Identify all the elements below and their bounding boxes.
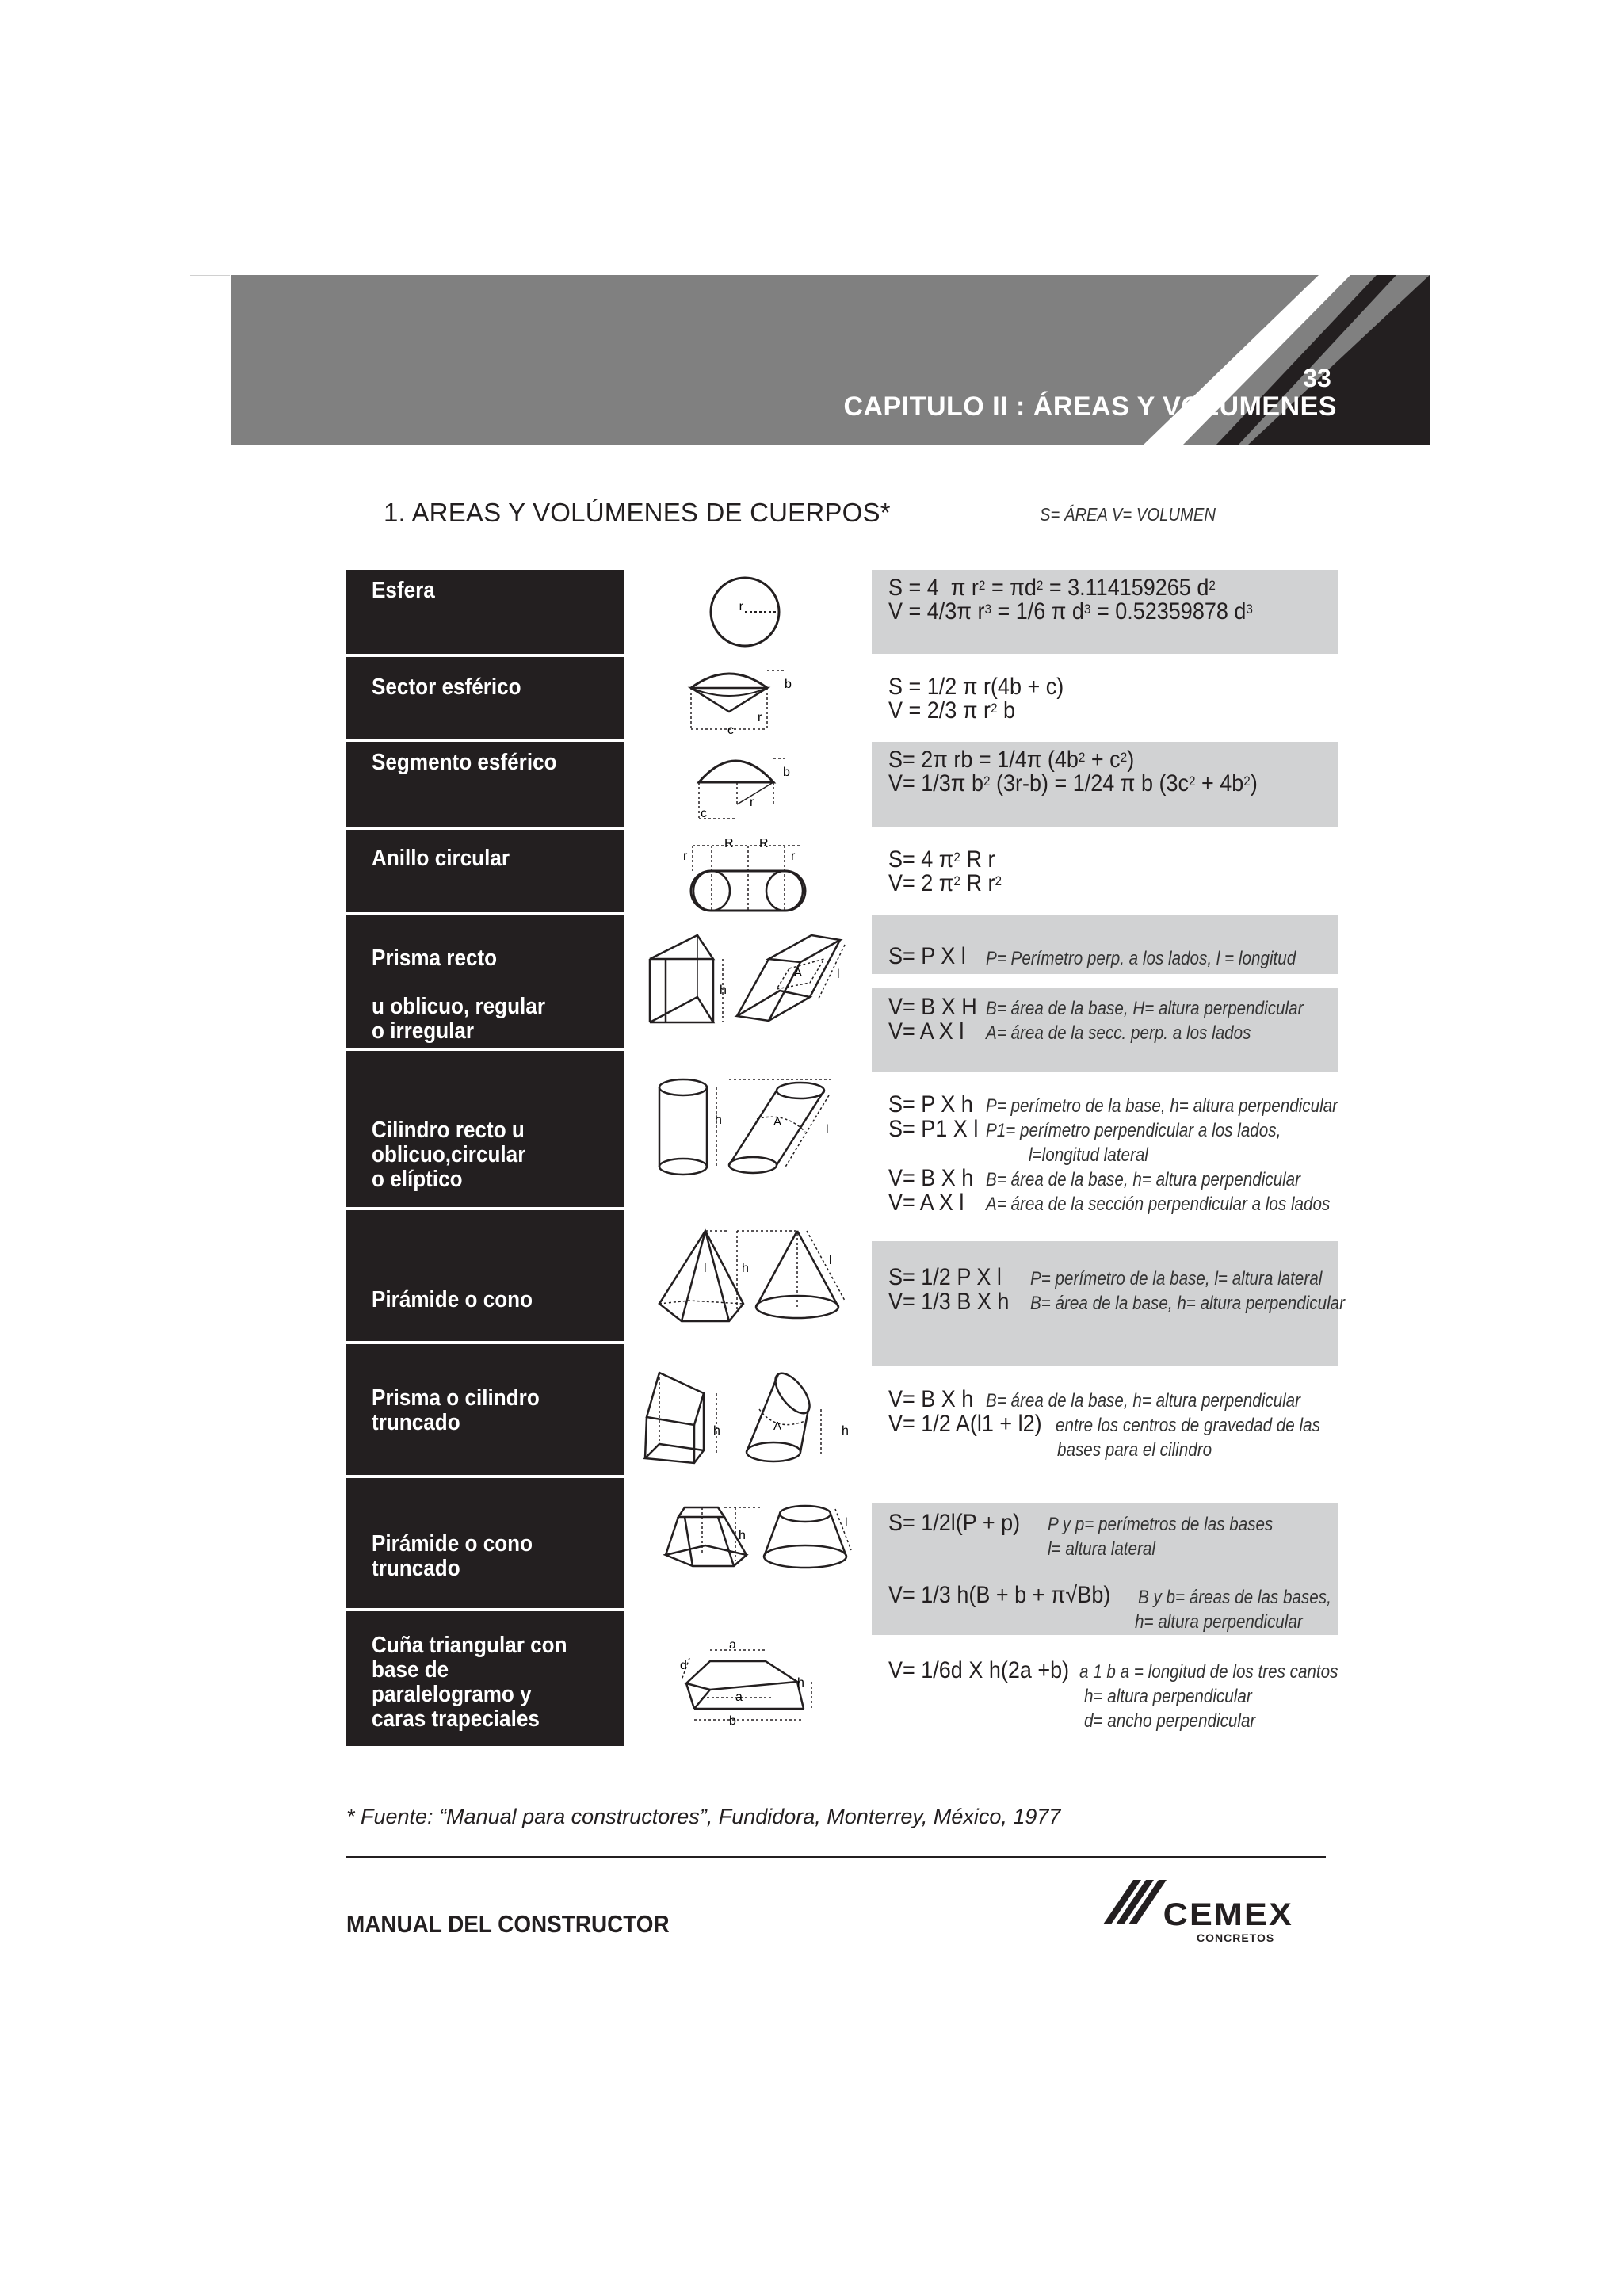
formula-prisma-s: S= P X l — [888, 943, 966, 969]
row-label-prisma-recto — [346, 915, 624, 1048]
row-label-text: paralelogramo y — [372, 1682, 532, 1707]
svg-text:A: A — [773, 1419, 782, 1433]
note-cilindro-s1: P= perímetro de la base, h= altura perpendicular — [986, 1095, 1338, 1117]
row-label-text: truncado — [372, 1410, 460, 1435]
formula-sector-s: S = 1/2 π r(4b + c) — [888, 674, 1064, 700]
svg-text:R: R — [724, 837, 734, 850]
formula-cilindro-v2: V= A X l — [888, 1190, 964, 1216]
cemex-logo-mark-icon — [1103, 1880, 1309, 1943]
note-prisma-s: P= Perímetro perp. a los lados, l = longitud — [986, 948, 1296, 969]
note-prisma-v2: A= área de la secc. perp. a los lados — [986, 1022, 1251, 1044]
row-label-text: Pirámide o cono — [372, 1531, 533, 1557]
formula-segmento-v: V= 1/3π $b^2$ (3r-b) = 1/24 π b $(3c^2 + 4b^2)$ — [888, 770, 1258, 797]
row-label-text: u oblicuo, regular — [372, 994, 545, 1019]
formula-truncado-v2: V= 1/2 A(l1 + l2) — [888, 1411, 1042, 1437]
formula-sector-v: V = 2/3 π $r^2$ b — [888, 697, 1015, 724]
note-cilindro-v2: A= área de la sección perpendicular a los lados — [986, 1194, 1331, 1215]
note-truncado-v2b: bases para el cilindro — [1057, 1439, 1212, 1461]
svg-text:a: a — [735, 1690, 743, 1704]
svg-text:l: l — [845, 1516, 848, 1530]
row-label-text: truncado — [372, 1556, 460, 1581]
note-cuna-3: d= ancho perpendicular — [1084, 1710, 1256, 1732]
svg-text:r: r — [758, 711, 762, 724]
row-label-segmento-esferico — [346, 742, 624, 827]
formula-piramide-v: V= 1/3 B X h — [888, 1289, 1010, 1315]
svg-text:h: h — [720, 984, 727, 997]
row-label-sector-esferico — [346, 657, 624, 739]
note-prisma-v1: B= área de la base, H= altura perpendicular — [986, 998, 1304, 1019]
row-label-cuna-triangular — [346, 1611, 624, 1746]
svg-text:h: h — [742, 1262, 749, 1275]
svg-text:b: b — [783, 766, 790, 779]
circular-ring-figure-icon — [683, 836, 818, 915]
row-label-text: Pirámide o cono — [372, 1287, 533, 1312]
note-cilindro-s2b: l=longitud lateral — [1029, 1144, 1148, 1166]
note-cuna-1: a 1 b a = longitud de los tres cantos — [1079, 1661, 1338, 1683]
row-label-esfera — [346, 570, 624, 654]
svg-text:h: h — [713, 1424, 720, 1438]
svg-text:r: r — [750, 796, 754, 809]
row-label-text: Esfera — [372, 578, 435, 603]
formula-anillo-v: V= 2 $\pi^2$ R $r^2$ — [888, 870, 1002, 896]
truncated-pyramid-cone-figure-icon — [658, 1498, 856, 1585]
svg-text:c: c — [727, 724, 734, 735]
svg-text:r: r — [791, 850, 796, 863]
spherical-segment-figure-icon — [691, 749, 810, 824]
prism-figure-icon — [642, 927, 856, 1046]
row-label-text: base de — [372, 1657, 449, 1683]
svg-text:h: h — [797, 1676, 804, 1690]
row-label-text: Cilindro recto u — [372, 1117, 525, 1143]
formula-cilindro-s1: S= P X h — [888, 1091, 973, 1117]
formula-cilindro-s2: S= P1 X l — [888, 1116, 979, 1142]
svg-text:b: b — [785, 678, 792, 691]
svg-text:A: A — [773, 1115, 782, 1129]
svg-text:CEMEX: CEMEX — [1163, 1896, 1294, 1932]
note-piramide-s: P= perímetro de la base, l= altura lateral — [1030, 1268, 1323, 1289]
formula-truncado-v1: V= B X h — [888, 1386, 974, 1412]
section-title: 1. AREAS Y VOLÚMENES DE CUERPOS* — [384, 498, 891, 527]
note-truncado-v2: entre los centros de gravedad de las — [1056, 1415, 1320, 1436]
pyramid-cone-figure-icon — [650, 1224, 856, 1335]
svg-text:c: c — [701, 807, 707, 820]
svg-text:a: a — [729, 1638, 736, 1652]
row-label-cilindro — [346, 1051, 624, 1207]
formula-piramide-s: S= 1/2 P X l — [888, 1264, 1002, 1290]
svg-text:d: d — [680, 1659, 687, 1672]
spherical-sector-figure-icon — [683, 664, 810, 735]
note-ptruncado-v2: h= altura perpendicular — [1135, 1611, 1303, 1633]
svg-text:l: l — [704, 1262, 707, 1275]
formula-ptruncado-v: V= 1/3 h(B + b + π√Bb) — [888, 1582, 1111, 1608]
svg-text:l: l — [829, 1254, 832, 1267]
formula-segmento-s: S= 2π rb = 1/4π $(4b^2 + c^2)$ — [888, 747, 1135, 773]
source-citation: * Fuente: “Manual para constructores”, Fundidora, Monterrey, México, 1977 — [346, 1805, 1061, 1828]
row-label-text: Cuña triangular con — [372, 1633, 567, 1658]
svg-text:CONCRETOS: CONCRETOS — [1197, 1931, 1275, 1943]
note-cilindro-s2: P1= perímetro perpendicular a los lados, — [986, 1120, 1281, 1141]
row-label-piramide-cono — [346, 1210, 624, 1341]
svg-text:l: l — [826, 1123, 829, 1137]
svg-text:A: A — [794, 966, 803, 980]
legend-note: S= ÁREA V= VOLUMEN — [1040, 504, 1216, 525]
svg-text:h: h — [739, 1529, 746, 1542]
footer-rule — [346, 1856, 1326, 1858]
cemex-logo — [1103, 1880, 1309, 1947]
row-label-text: o elíptico — [372, 1167, 463, 1192]
row-label-prisma-truncado — [346, 1344, 624, 1475]
fig-label-r: r — [739, 600, 743, 613]
sphere-figure-icon — [697, 571, 792, 650]
row-label-text: Anillo circular — [372, 846, 510, 871]
manual-title: MANUAL DEL CONSTRUCTOR — [346, 1910, 670, 1938]
chapter-title: CAPITULO II : ÁREAS Y VOLÚMENES — [843, 392, 1337, 422]
formula-ptruncado-s: S= 1/2l(P + p) — [888, 1510, 1021, 1536]
note-ptruncado-v: B y b= áreas de las bases, — [1138, 1587, 1331, 1608]
note-cuna-2: h= altura perpendicular — [1084, 1686, 1252, 1707]
formula-anillo-s: S= 4 $\pi^2$ R r — [888, 846, 995, 873]
row-label-text: caras trapeciales — [372, 1706, 540, 1732]
formula-prisma-v1: V= B X H — [888, 994, 977, 1020]
note-ptruncado-s: P y p= perímetros de las bases — [1048, 1514, 1274, 1535]
note-ptruncado-s2: l= altura lateral — [1048, 1538, 1155, 1560]
row-label-anillo-circular — [346, 830, 624, 912]
note-piramide-v: B= área de la base, h= altura perpendicular — [1030, 1293, 1346, 1314]
row-label-text: oblicuo,circular — [372, 1142, 526, 1167]
page-number: 33 — [1303, 364, 1331, 392]
row-label-piramide-truncado — [346, 1478, 624, 1608]
formula-esfera-s: S = 4 π $r^2 = \pi d^2 = 3.114159265$ $d^2$ — [888, 575, 1216, 601]
row-label-text: o irregular — [372, 1018, 475, 1044]
formula-cilindro-v1: V= B X h — [888, 1165, 974, 1191]
row-label-text: Prisma o cilindro — [372, 1385, 540, 1411]
row-label-text: Sector esférico — [372, 674, 521, 700]
svg-text:b: b — [729, 1714, 736, 1728]
truncated-prism-cylinder-figure-icon — [634, 1362, 856, 1473]
formula-cuna-v: V= 1/6d X h(2a +b) — [888, 1657, 1070, 1683]
row-label-text: Segmento esférico — [372, 750, 557, 775]
svg-text:l: l — [837, 968, 840, 981]
svg-text:h: h — [842, 1424, 849, 1438]
triangular-wedge-figure-icon — [678, 1634, 829, 1729]
svg-text:r: r — [683, 850, 688, 863]
chapter-header-band — [231, 275, 1430, 445]
svg-text:R: R — [759, 837, 769, 850]
cylinder-figure-icon — [650, 1070, 856, 1189]
row-label-text: Prisma recto — [372, 946, 498, 971]
formula-prisma-v2: V= A X l — [888, 1018, 964, 1045]
note-cilindro-v1: B= área de la base, h= altura perpendicular — [986, 1169, 1301, 1190]
header-top-rule — [190, 275, 230, 276]
svg-text:h: h — [715, 1114, 722, 1127]
formula-esfera-v: V = 4/3π $r^3 = 1/6$ π $d^3 = 0.52359878$ $d^3$ — [888, 598, 1253, 625]
note-truncado-v1: B= área de la base, h= altura perpendicular — [986, 1390, 1301, 1412]
